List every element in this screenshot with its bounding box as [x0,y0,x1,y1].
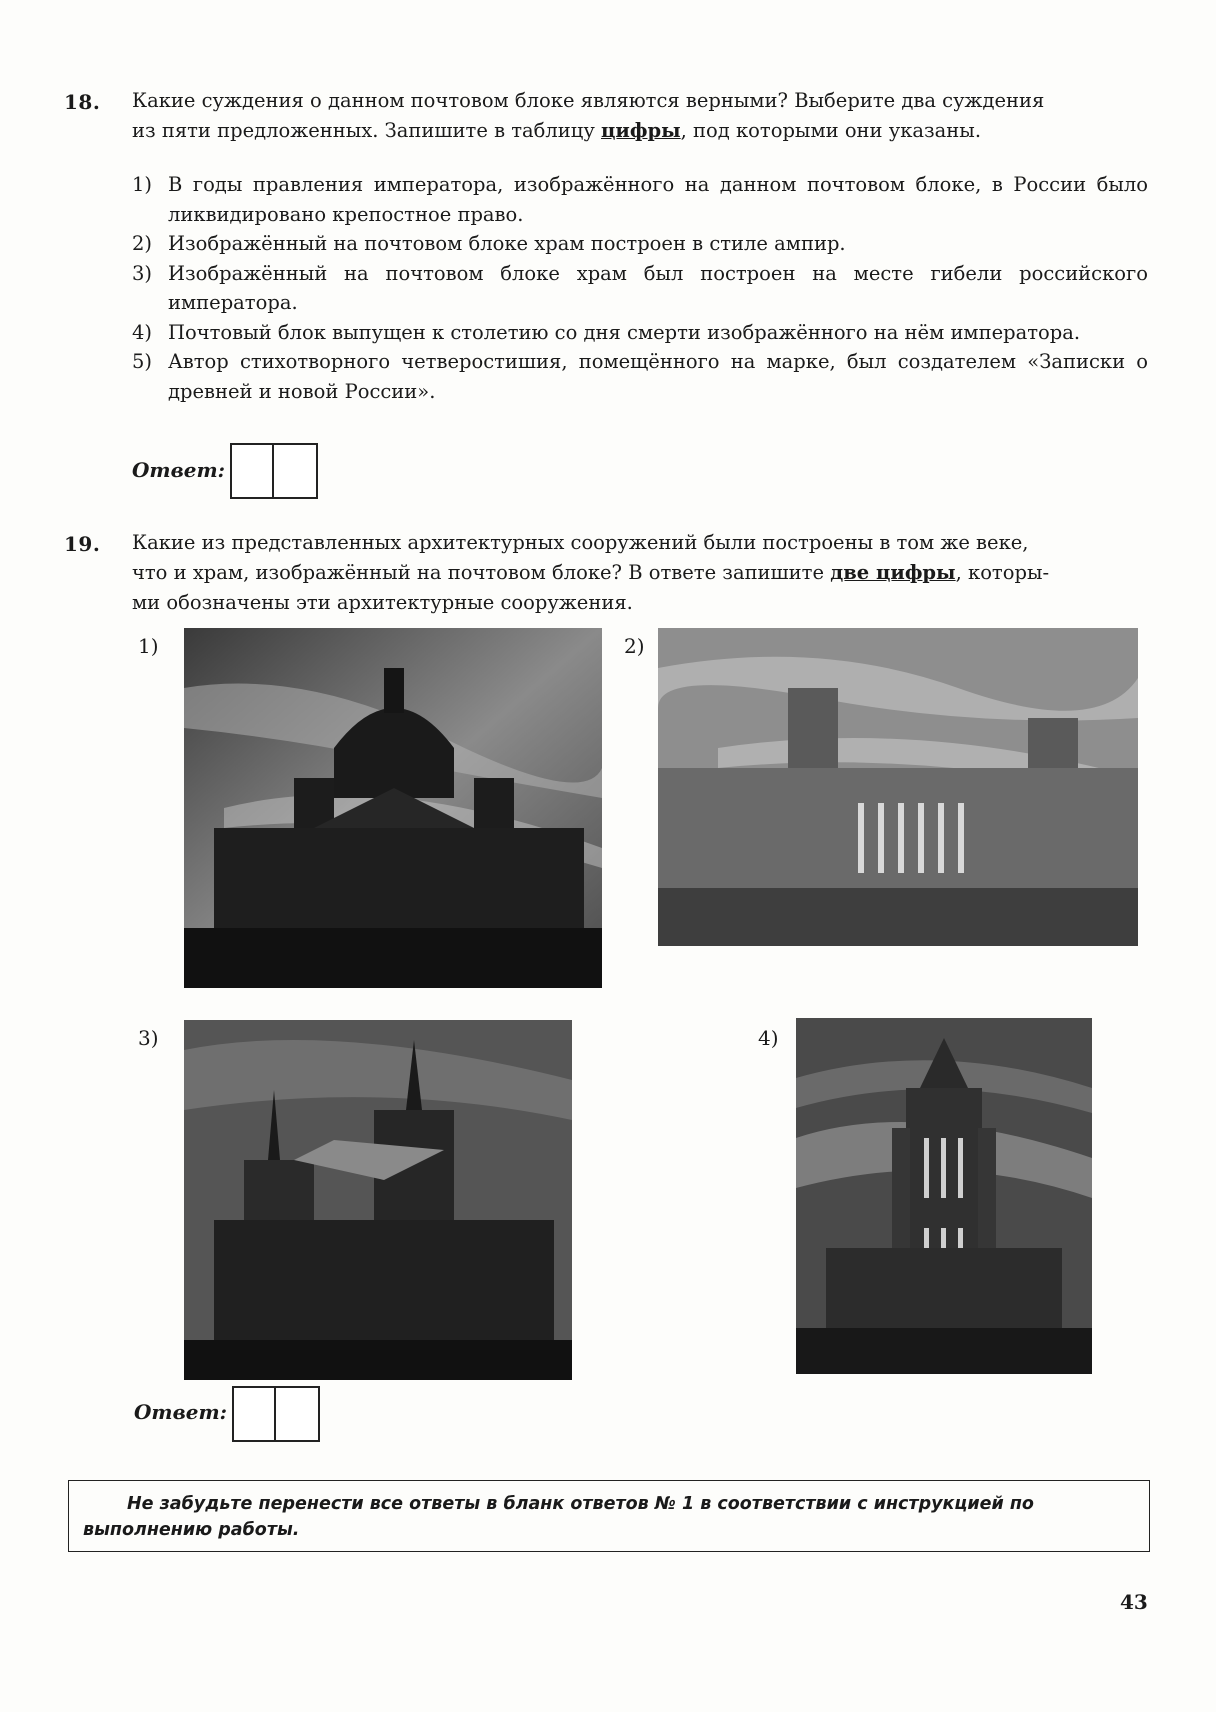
photo-label-1: 1) [138,634,159,658]
photo-label-3: 3) [138,1026,159,1050]
q19-text [132,528,1148,618]
photo-label-4: 4) [758,1026,779,1050]
q19-text-line2-post: , которы- [955,561,1050,584]
q18-text-line2 [132,116,1148,146]
q19-text-line1: Какие из представленных архитектурных сооружений были построены в том же веке, [132,531,1029,554]
q19-number: 19. [64,532,101,556]
q18-answer-box[interactable] [230,443,318,499]
photo-label-2: 2) [624,634,645,658]
option-number: 4) [132,320,153,344]
q18-text [132,86,1148,146]
cathedral-image [184,628,602,988]
q18-options [132,170,1148,406]
option-number: 1) [132,173,153,196]
q18-option [132,229,1148,259]
q19-answer-cell-2[interactable] [274,1388,316,1440]
photo-4-baroque-cathedral [796,1018,1092,1374]
q18-answer-cell-1[interactable] [232,445,272,497]
museum-image [184,1020,572,1380]
q19-emphasis: две цифры [830,561,956,584]
option-number: 3) [132,261,153,285]
q18-option [132,318,1148,348]
q18-option [132,170,1148,229]
q19-answer-cell-1[interactable] [234,1388,274,1440]
baroque-cathedral-image [796,1018,1092,1374]
palace-image [658,628,1138,946]
page-number: 43 [1120,1590,1148,1614]
q18-option [132,347,1148,406]
q18-text-line1: Какие суждения о данном почтовом блоке являются верными? Выберите два суждения [132,89,1045,112]
q18-answer-label: Ответ: [132,458,225,482]
photo-3-museum [184,1020,572,1380]
photo-2-palace [658,628,1138,946]
option-number: 2) [132,232,153,255]
notice-box [68,1480,1150,1552]
option-text: Почтовый блок выпущен к столетию со дня смерти изображённого на нём императора. [168,320,1081,344]
q18-number: 18. [64,90,101,114]
photo-1-cathedral [184,628,602,988]
option-text: Автор стихотворного четверостишия, помещённого на марке, был создателем «Записки о древней и новой России». [168,350,1148,403]
q18-option [132,259,1148,318]
option-text: В годы правления императора, изображённого на данном почтовом блоке, в России было ликвидировано крепостное право. [168,173,1148,226]
q18-text-line2-pre: из пяти предложенных. Запишите в таблицу [132,119,595,142]
q19-answer-box[interactable] [232,1386,320,1442]
q19-text-line2-pre: что и храм, изображённый на почтовом блоке? В ответе запишите [132,561,825,584]
notice-text: Не забудьте перенести все ответы в бланк ответов № 1 в соответствии с инструкцией по выполнению работы. [83,1494,1034,1540]
q18-text-line2-post: , под которыми они указаны. [680,119,982,142]
q19-text-line3: ми обозначены эти архитектурные сооружения. [132,591,633,614]
option-text: Изображённый на почтовом блоке храм построен в стиле ампир. [168,232,846,255]
option-text: Изображённый на почтовом блоке храм был построен на месте гибели российского императора. [168,261,1148,314]
q18-answer-cell-2[interactable] [272,445,314,497]
q19-answer-label: Ответ: [134,1400,227,1424]
q18-emphasis: цифры [601,119,681,142]
q19-text-line2 [132,558,1148,588]
option-number: 5) [132,350,153,373]
